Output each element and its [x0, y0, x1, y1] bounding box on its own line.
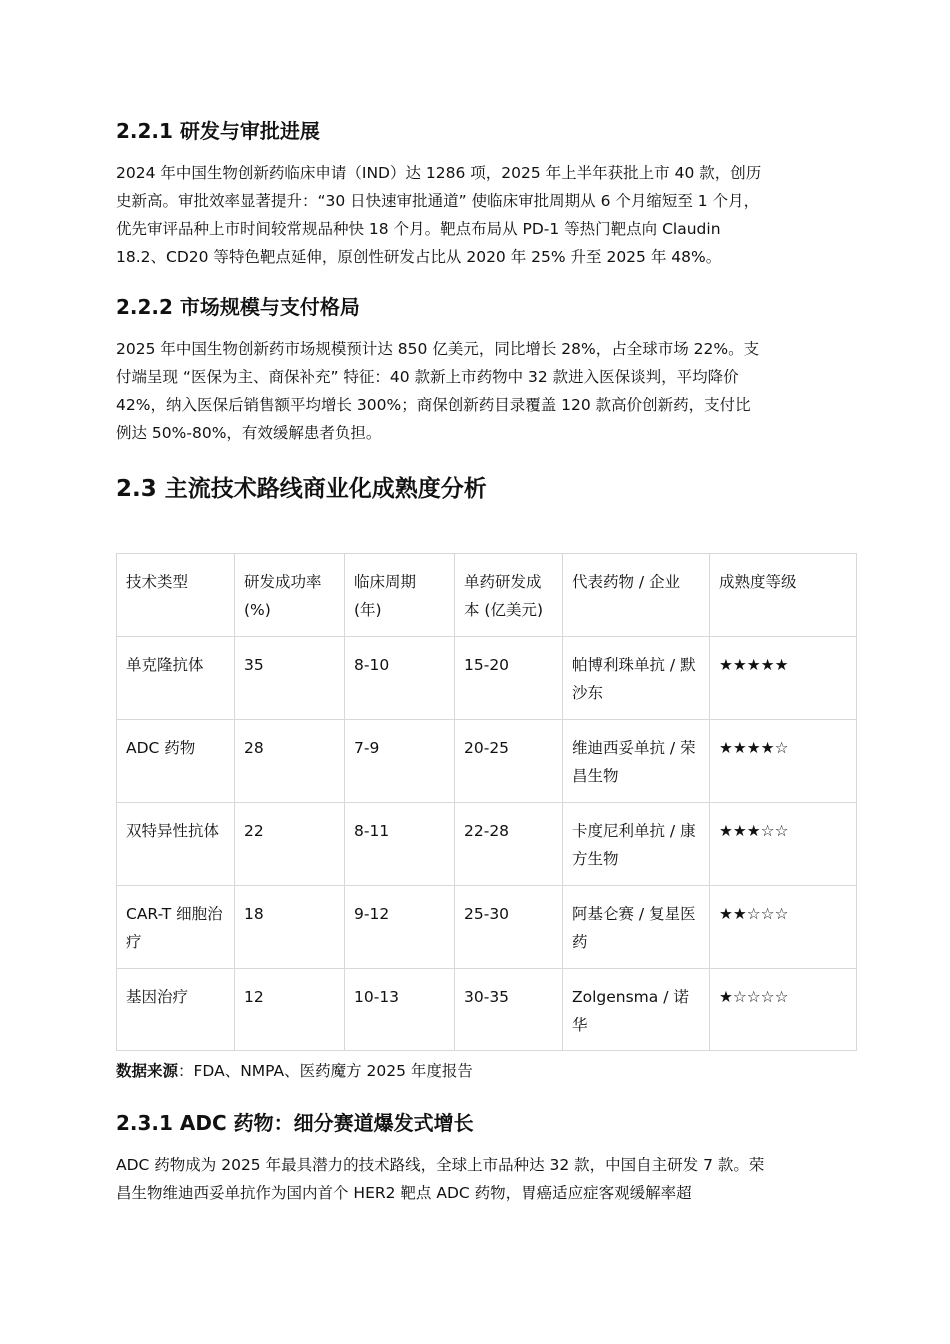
table-cell: 12	[235, 969, 345, 1051]
paragraph-line: 2024 年中国生物创新药临床申请（IND）达 1286 项，2025 年上半年获批上市 40 款，创历	[116, 164, 762, 182]
table-cell: 22	[235, 803, 345, 886]
column-header-maturity: 成熟度等级	[710, 554, 857, 637]
table-row	[117, 720, 857, 803]
table-cell: 30-35	[455, 969, 563, 1051]
tech-maturity-table	[116, 553, 857, 1051]
data-source-text: ：FDA、NMPA、医药魔方 2025 年度报告	[178, 1062, 473, 1080]
table-row	[117, 969, 857, 1051]
table-cell: 18	[235, 886, 345, 969]
column-header-success-rate: 研发成功率 (%)	[235, 554, 345, 637]
paragraph-line: ADC 药物成为 2025 年最具潜力的技术路线，全球上市品种达 32 款，中国自主研发 7 款。荣	[116, 1156, 765, 1174]
paragraph-line: 例达 50%-80%，有效缓解患者负担。	[116, 424, 382, 442]
paragraph-line: 42%，纳入医保后销售额平均增长 300%；商保创新药目录覆盖 120 款高价创新药，支付比	[116, 396, 751, 414]
table-cell: 帕博利珠单抗 / 默沙东	[563, 637, 710, 720]
table-row	[117, 803, 857, 886]
data-source-note	[116, 1057, 473, 1085]
table-cell: 35	[235, 637, 345, 720]
maturity-stars: ★★☆☆☆	[710, 886, 857, 969]
table-cell: 28	[235, 720, 345, 803]
column-header-representative: 代表药物 / 企业	[563, 554, 710, 637]
paragraph-line: 付端呈现 “医保为主、商保补充” 特征：40 款新上市药物中 32 款进入医保谈判，平均降价	[116, 368, 739, 386]
section-2-2-1-paragraph	[116, 159, 851, 271]
table-cell: 8-10	[345, 637, 455, 720]
section-2-3-heading: 2.3 主流技术路线商业化成熟度分析	[116, 476, 487, 502]
table-cell: 8-11	[345, 803, 455, 886]
paragraph-line: 2025 年中国生物创新药市场规模预计达 850 亿美元，同比增长 28%，占全球市场 22%。支	[116, 340, 760, 358]
paragraph-line: 优先审评品种上市时间较常规品种快 18 个月。靶点布局从 PD-1 等热门靶点向 Claudin	[116, 220, 721, 238]
table-header-row	[117, 554, 857, 637]
table-cell: Zolgensma / 诺华	[563, 969, 710, 1051]
section-2-2-2-heading: 2.2.2 市场规模与支付格局	[116, 295, 360, 319]
column-header-rd-cost: 单药研发成本 (亿美元)	[455, 554, 563, 637]
maturity-stars: ★★★★☆	[710, 720, 857, 803]
table-cell: 单克隆抗体	[117, 637, 235, 720]
maturity-stars: ★☆☆☆☆	[710, 969, 857, 1051]
table-cell: 双特异性抗体	[117, 803, 235, 886]
table-row	[117, 637, 857, 720]
table-cell: 卡度尼利单抗 / 康方生物	[563, 803, 710, 886]
paragraph-line: 昌生物维迪西妥单抗作为国内首个 HER2 靶点 ADC 药物，胃癌适应症客观缓解率超	[116, 1184, 692, 1202]
table-cell: 7-9	[345, 720, 455, 803]
paragraph-line: 史新高。审批效率显著提升：“30 日快速审批通道” 使临床审批周期从 6 个月缩短至 1 个月，	[116, 192, 760, 210]
table-cell: CAR-T 细胞治疗	[117, 886, 235, 969]
table-cell: 25-30	[455, 886, 563, 969]
table-cell: 10-13	[345, 969, 455, 1051]
section-2-2-1-heading: 2.2.1 研发与审批进展	[116, 119, 320, 143]
maturity-stars: ★★★★★	[710, 637, 857, 720]
section-2-3-1-paragraph	[116, 1151, 851, 1207]
maturity-stars: ★★★☆☆	[710, 803, 857, 886]
table-cell: 15-20	[455, 637, 563, 720]
column-header-clinical-cycle: 临床周期 (年)	[345, 554, 455, 637]
table-cell: 9-12	[345, 886, 455, 969]
table-row	[117, 886, 857, 969]
table-cell: ADC 药物	[117, 720, 235, 803]
section-2-3-1-heading: 2.3.1 ADC 药物：细分赛道爆发式增长	[116, 1111, 474, 1135]
table-cell: 基因治疗	[117, 969, 235, 1051]
table-cell: 20-25	[455, 720, 563, 803]
table-cell: 阿基仑赛 / 复星医药	[563, 886, 710, 969]
paragraph-line: 18.2、CD20 等特色靶点延伸，原创性研发占比从 2020 年 25% 升至 2025 年 48%。	[116, 248, 722, 266]
table-cell: 22-28	[455, 803, 563, 886]
column-header-tech-type: 技术类型	[117, 554, 235, 637]
section-2-2-2-paragraph	[116, 335, 851, 447]
table-cell: 维迪西妥单抗 / 荣昌生物	[563, 720, 710, 803]
data-source-label: 数据来源	[116, 1062, 179, 1080]
